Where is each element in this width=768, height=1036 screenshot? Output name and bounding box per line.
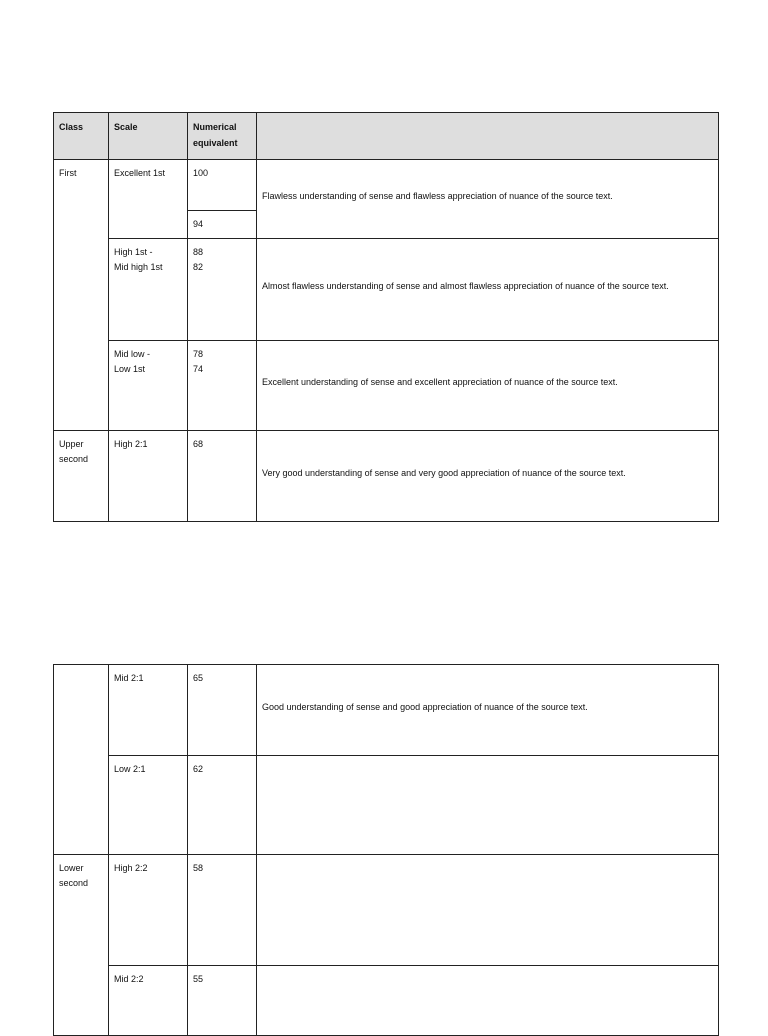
numeric-cell: 58 [188,855,257,966]
scale-cell: Low 2:1 [109,756,188,855]
class-line: second [59,454,89,464]
scale-cell: High 2:1 [109,431,188,522]
description-cell [257,855,719,966]
grading-table-bottom [53,664,719,1036]
numeric-cell: 55 [188,966,257,1036]
description-cell: Excellent understanding of sense and excellent appreciation of nuance of the source text. [257,341,719,431]
table-row [54,160,719,211]
header-class: Class [54,113,109,160]
scale-line: Low 1st [114,364,146,374]
table-row [54,855,719,966]
numeric-line: 88 [193,247,204,257]
description-cell [257,756,719,855]
table-row [54,341,719,431]
numeric-line: 82 [193,262,204,272]
scale-cell [109,239,188,341]
table-row [54,665,719,756]
numeric-cell [188,239,257,341]
numeric-cell: 68 [188,431,257,522]
header-numerical [188,113,257,160]
table-row [54,966,719,1036]
scale-line: High 1st - [114,247,153,257]
scale-cell: Excellent 1st [109,160,188,239]
description-cell: Flawless understanding of sense and flawless appreciation of nuance of the source text. [257,160,719,239]
scale-cell: High 2:2 [109,855,188,966]
grading-table-top [53,112,719,522]
numeric-cell: 100 [188,160,257,211]
scale-line: Mid high 1st [114,262,163,272]
class-cell-first: First [54,160,109,431]
class-line: Lower [59,863,84,873]
numeric-cell: 62 [188,756,257,855]
numeric-cell [188,341,257,431]
description-cell [257,966,719,1036]
numeric-cell: 65 [188,665,257,756]
scale-cell [109,341,188,431]
description-cell: Very good understanding of sense and very good appreciation of nuance of the source text. [257,431,719,522]
table-row [54,756,719,855]
class-line: second [59,878,89,888]
header-scale: Scale [109,113,188,160]
scale-line: Mid low - [114,349,151,359]
numeric-cell: 94 [188,211,257,239]
header-numerical-line1: Numerical [193,122,237,132]
table-row [54,239,719,341]
class-cell-lower-second [54,855,109,1036]
class-cell-upper-second [54,431,109,522]
class-cell-empty [54,665,109,855]
table-row [54,431,719,522]
header-numerical-line2: equivalent [193,138,238,148]
scale-cell: Mid 2:1 [109,665,188,756]
class-line: Upper [59,439,84,449]
description-cell: Good understanding of sense and good appreciation of nuance of the source text. [257,665,719,756]
header-row [54,113,719,160]
header-description [257,113,719,160]
numeric-line: 78 [193,349,204,359]
scale-cell: Mid 2:2 [109,966,188,1036]
description-cell: Almost flawless understanding of sense and almost flawless appreciation of nuance of the source text. [257,239,719,341]
numeric-line: 74 [193,364,204,374]
